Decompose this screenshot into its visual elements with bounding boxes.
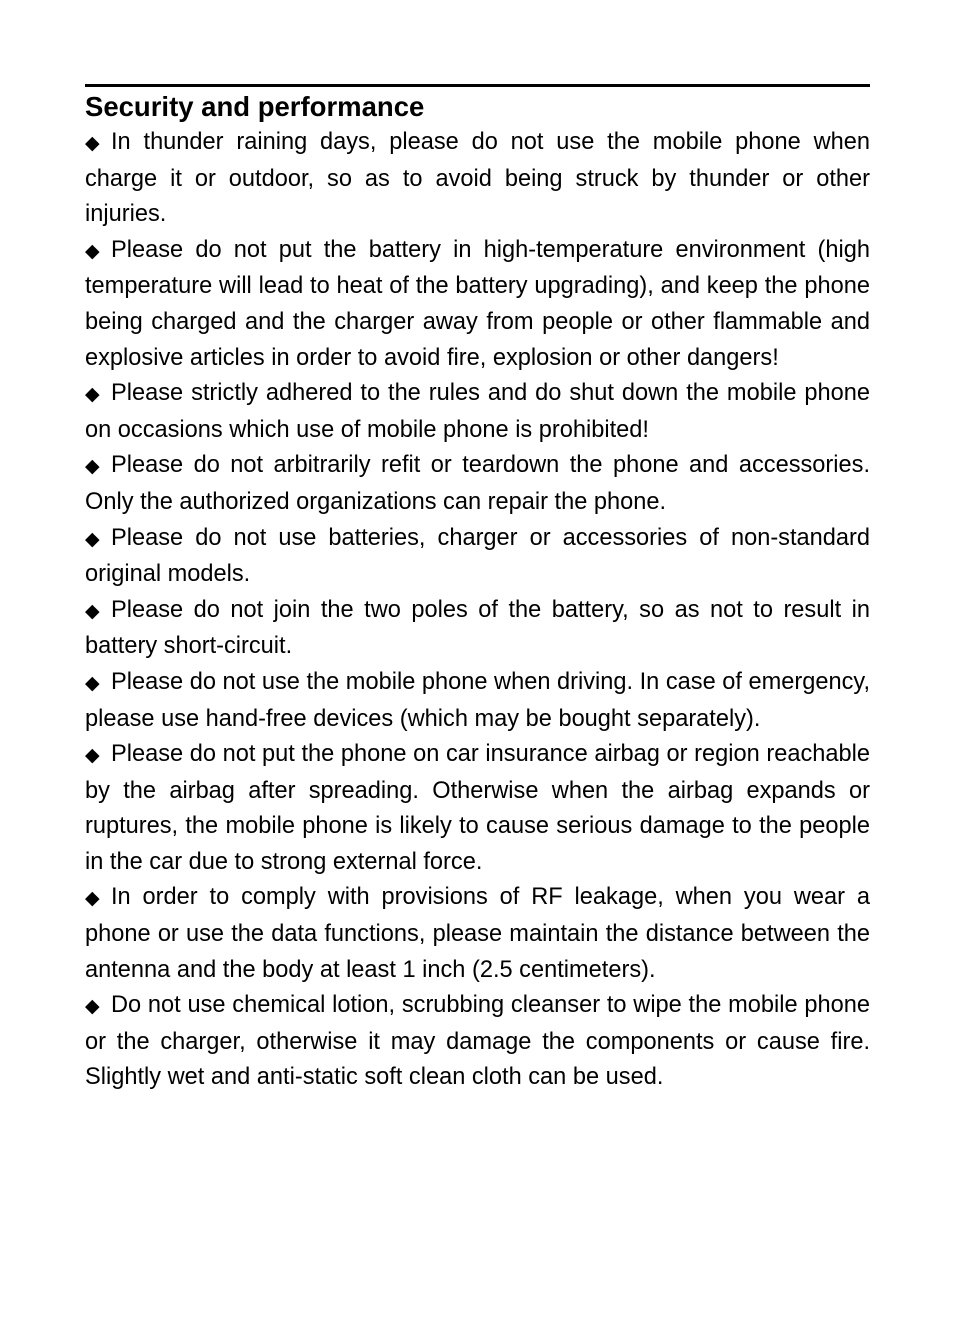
diamond-bullet-icon: ◆ (85, 672, 100, 694)
safety-item-text: Do not use chemical lotion, scrubbing cleanser to wipe the mobile phone or the charger, otherwise it may damage the components or cause fire. Slightly wet and anti-static soft clean cloth can be used. (85, 992, 870, 1091)
diamond-bullet-icon: ◆ (85, 888, 100, 910)
safety-item-6 (85, 593, 870, 665)
safety-item-text: In thunder raining days, please do not use the mobile phone when charge it or outdoor, so as to avoid being struck by thunder or other injuries. (85, 129, 870, 228)
safety-item-text: Please do not use the mobile phone when driving. In case of emergency, please use hand-free devices (which may be bought separately). (85, 668, 870, 732)
safety-item-1 (85, 125, 870, 233)
safety-item-5 (85, 521, 870, 593)
diamond-bullet-icon: ◆ (85, 456, 100, 478)
safety-item-text: Please do not join the two poles of the battery, so as not to result in battery short-circuit. (85, 596, 870, 660)
diamond-bullet-icon: ◆ (85, 745, 100, 767)
safety-item-text: Please strictly adhered to the rules and do shut down the mobile phone on occasions which use of mobile phone is prohibited! (85, 380, 870, 443)
diamond-bullet-icon: ◆ (85, 600, 100, 622)
safety-item-text: Please do not arbitrarily refit or teardown the phone and accessories. Only the authorized organizations can repair the phone. (85, 452, 870, 515)
diamond-bullet-icon: ◆ (85, 528, 100, 550)
safety-item-text: Please do not put the phone on car insurance airbag or region reachable by the airbag after spreading. Otherwise when the airbag expands or ruptures, the mobile phone is likely to cause serious damage to the people in the car due to strong external force. (85, 741, 870, 875)
safety-item-7 (85, 665, 870, 737)
top-rule (85, 84, 870, 87)
safety-item-9 (85, 880, 870, 988)
safety-item-text: In order to comply with provisions of RF leakage, when you wear a phone or use the data functions, please maintain the distance between the antenna and the body at least 1 inch (2.5 centimeters). (85, 884, 870, 983)
section-title: Security and performance (85, 91, 425, 122)
safety-item-8 (85, 737, 870, 880)
diamond-bullet-icon: ◆ (85, 133, 100, 154)
diamond-bullet-icon: ◆ (85, 996, 100, 1018)
safety-item-4 (85, 448, 870, 520)
diamond-bullet-icon: ◆ (85, 240, 100, 262)
safety-item-2 (85, 233, 870, 376)
safety-item-text: Please do not put the battery in high-temperature environment (high temperature will lead to heat of the battery upgrading), and keep the phone being charged and the charger away from people or other flammable and explosive articles in order to avoid fire, explosion or other dangers! (85, 236, 870, 371)
safety-list (85, 125, 870, 1096)
document-page (85, 84, 870, 1096)
diamond-bullet-icon: ◆ (85, 384, 100, 406)
safety-item-text: Please do not use batteries, charger or accessories of non-standard original models. (85, 524, 870, 588)
safety-item-3 (85, 376, 870, 448)
safety-item-10 (85, 988, 870, 1096)
